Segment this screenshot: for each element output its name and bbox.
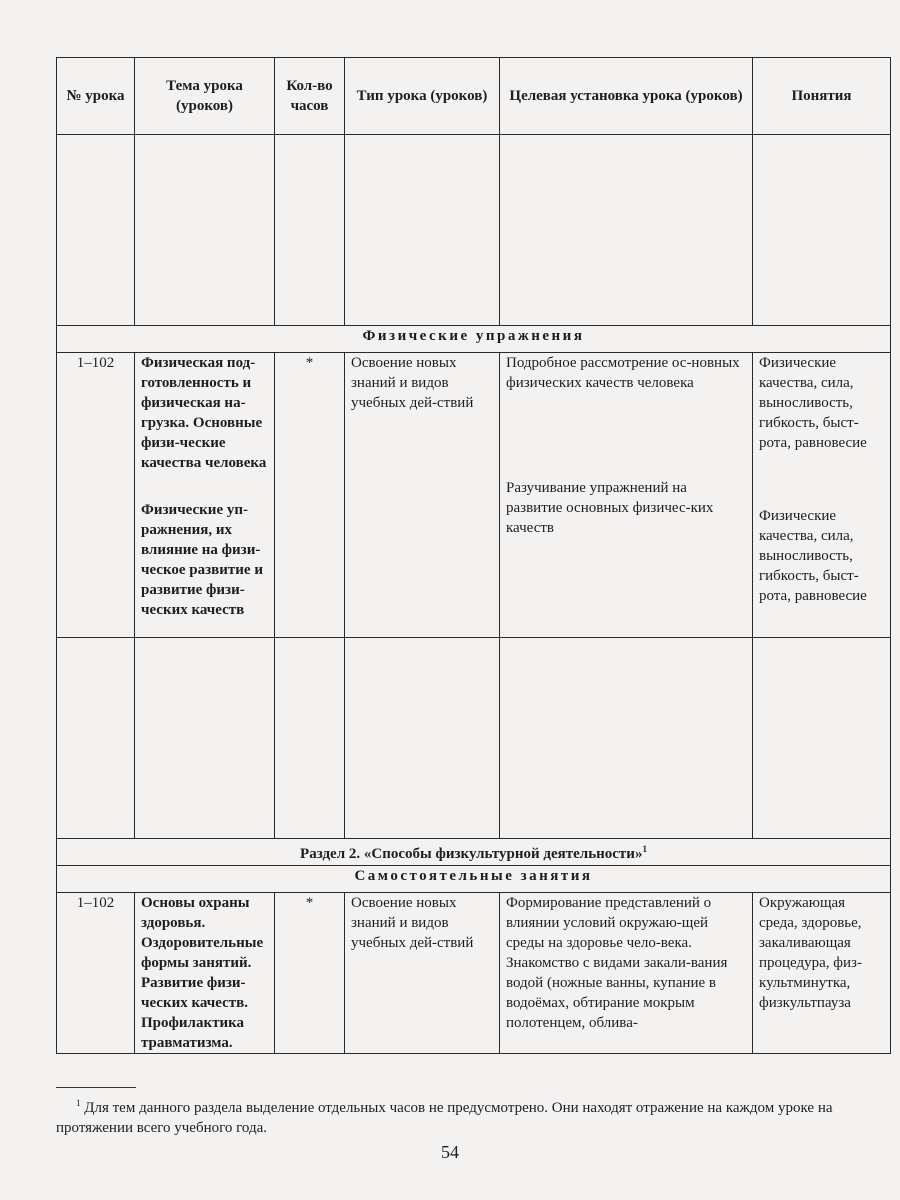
lesson-goal [500, 353, 753, 638]
header-lesson-type: Тип урока (уроков) [345, 58, 500, 135]
lesson-number: 1–102 [57, 893, 135, 1054]
part-heading-row [57, 839, 891, 866]
lesson-hours: * [275, 353, 345, 638]
concepts-part-b: Физические качества, сила, выносливость, гибкость, быст-рота, равновесие [759, 508, 867, 604]
lesson-type: Освоение новых знаний и видов учебных дей-ствий [345, 893, 500, 1054]
topic-part-a: Физическая под-готовленность и физическая на-грузка. Основные физи-ческие качества человека [141, 355, 267, 471]
page-number: 54 [441, 1142, 459, 1162]
lesson-plan-table [56, 57, 891, 1054]
concepts-part-a: Физические качества, сила, выносливость, гибкость, быст-рота, равновесие [759, 355, 867, 451]
lesson-hours: * [275, 893, 345, 1054]
table-row [57, 353, 891, 638]
header-hours: Кол-во часов [275, 58, 345, 135]
lesson-number: 1–102 [57, 353, 135, 638]
table-row-empty [57, 638, 891, 839]
header-concepts: Понятия [753, 58, 891, 135]
header-goal: Целевая установка урока (уроков) [500, 58, 753, 135]
section-heading-row [57, 866, 891, 893]
section-heading-row [57, 326, 891, 353]
lesson-concepts: Окружающая среда, здоровье, закаливающая процедура, физ-культминутка, физкультпауза [753, 893, 891, 1054]
table-row-empty [57, 135, 891, 326]
footnote-mark: 1 [76, 1098, 81, 1108]
lesson-goal [500, 893, 753, 1054]
section-heading-physical-exercises: Физические упражнения [57, 326, 891, 353]
header-topic: Тема урока (уроков) [135, 58, 275, 135]
lesson-topic [135, 353, 275, 638]
footnote-divider [56, 1087, 136, 1088]
section-heading-self-study: Самостоятельные занятия [57, 866, 891, 893]
goal-part-a: Подробное рассмотрение ос-новных физических качеств человека [506, 355, 740, 391]
lesson-topic: Основы охраны здоровья. Оздоровительные формы занятий. Развитие физи-ческих качеств. Профилактика травматизма. [135, 893, 275, 1054]
footnote [56, 1093, 890, 1138]
footnote-text: Для тем данного раздела выделение отдельных часов не предусмотрено. Они находят отражение на каждом уроке на протяжении всего учебного года. [56, 1100, 833, 1136]
part-heading: Раздел 2. «Способы физкультурной деятельности»$^1$ [57, 839, 891, 866]
topic-part-b: Физические уп-ражнения, их влияние на физи-ческое развитие и развитие физи-ческих качеств [141, 502, 263, 618]
lesson-type: Освоение новых знаний и видов учебных дей-ствий [345, 353, 500, 638]
table-header-row [57, 58, 891, 135]
table-row [57, 893, 891, 1054]
header-lesson-number: № урока [57, 58, 135, 135]
lesson-concepts [753, 353, 891, 638]
footnote-reference: 1 [642, 844, 647, 854]
goal-part-b: Разучивание упражнений на развитие основных физичес-ких качеств [506, 480, 714, 536]
goal-part-1: Формирование представлений о влиянии условий окружаю-щей среды на здоровье чело-века. [506, 895, 712, 951]
goal-part-2: Знакомство с видами закали-вания водой (ножные ванны, купание в водоёмах, обтирание мокрым полотенцем, облива- [506, 955, 728, 1031]
